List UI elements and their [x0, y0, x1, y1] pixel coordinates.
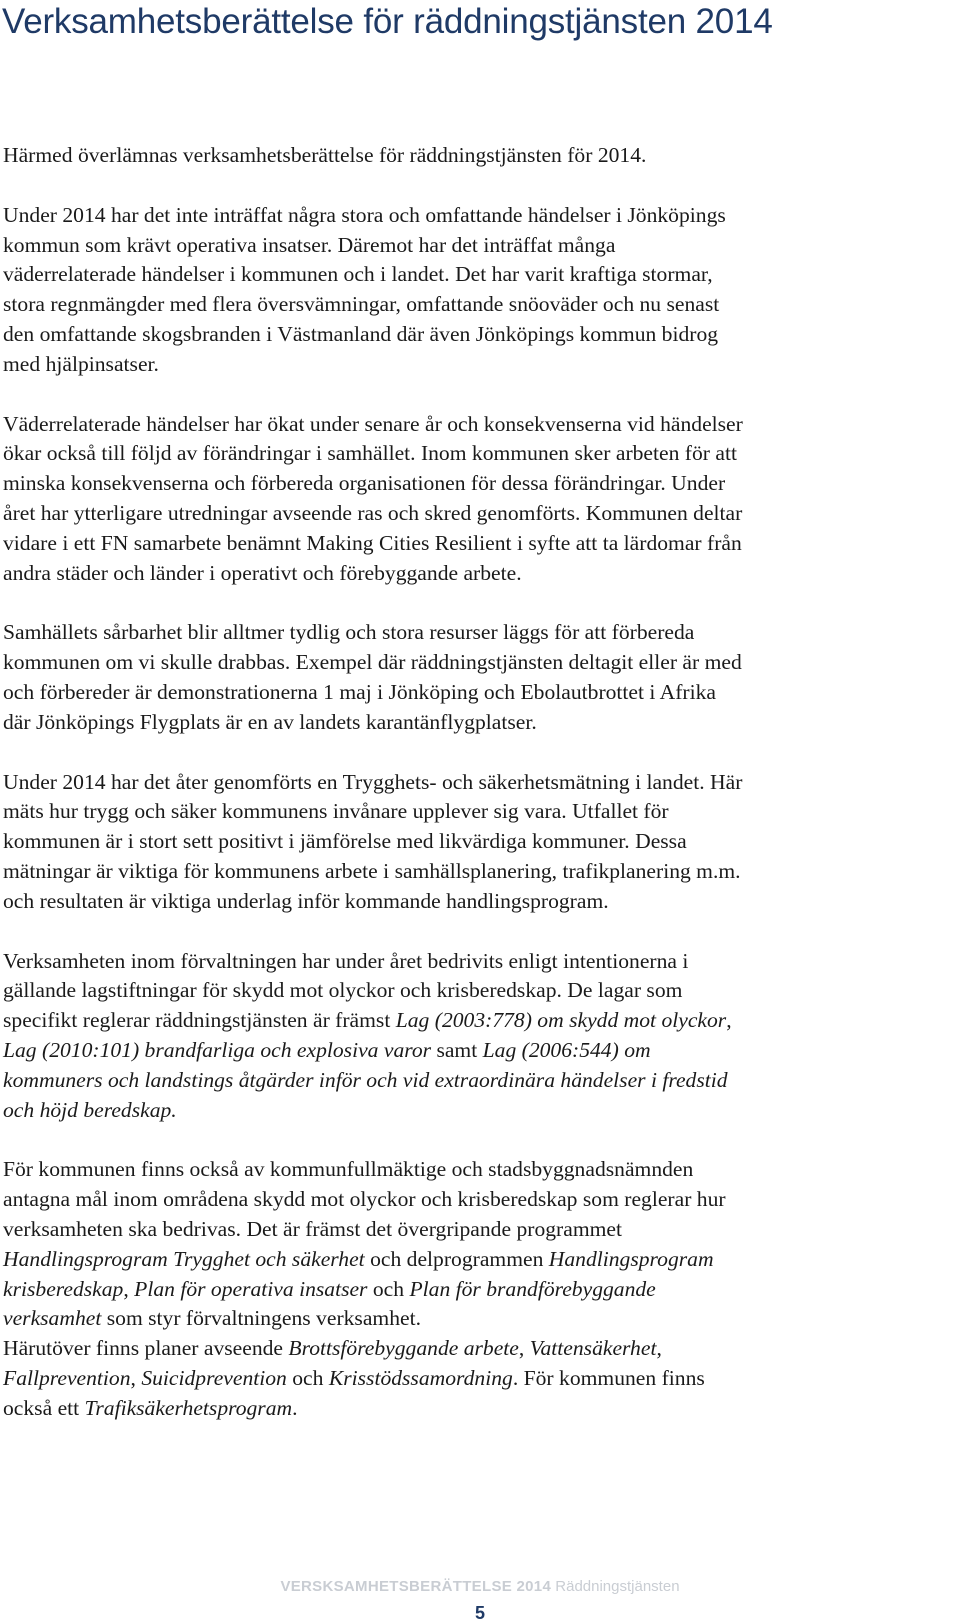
text-run: specifikt reglerar räddningstjänsten är främst [3, 1008, 396, 1033]
text-run: , [130, 1365, 142, 1390]
paragraph-line: kommun som krävt operativa insatser. Däremot har det inträffat många [3, 232, 616, 257]
paragraph-line [3, 1245, 958, 1275]
body-text [3, 141, 958, 1423]
paragraph-line: För kommunen finns också av kommunfullmäktige och stadsbyggnadsnämnden [3, 1157, 694, 1182]
text-run: , [656, 1336, 662, 1361]
paragraph-line [3, 1304, 958, 1334]
text-run: och delprogrammen [364, 1246, 549, 1271]
plan-title: Brottsförebyggande arbete [288, 1336, 519, 1361]
footer-section: Räddningstjänsten [551, 1578, 680, 1595]
text-run: , [518, 1336, 530, 1361]
law-reference: kommuners och landstings åtgärder inför och vid extraordinära händelser i fredstid [3, 1067, 728, 1092]
paragraph-line: kommunen om vi skulle drabbas. Exempel där räddningstjänsten deltagit eller är med [3, 650, 742, 675]
paragraph-line: Samhällets sårbarhet blir alltmer tydlig och stora resurser läggs för att förbereda [3, 620, 695, 645]
law-reference: och höjd beredskap. [3, 1097, 177, 1122]
text-run: , [726, 1008, 732, 1033]
running-footer [0, 1578, 960, 1595]
paragraph-intro [3, 141, 958, 171]
text-run: också ett [3, 1395, 85, 1420]
paragraph-line: kommunen är i stort sett positivt i jämförelse med likvärdiga kommuner. Dessa [3, 829, 687, 854]
paragraph-programs [3, 1155, 958, 1334]
paragraph-line: Väderrelaterade händelser har ökat under senare år och konsekvenserna vid händelser [3, 411, 743, 436]
law-reference: Lag (2003:778) om skydd mot olyckor [395, 1008, 727, 1033]
paragraph-line [3, 1096, 958, 1126]
paragraph-line: verksamheten ska bedrivas. Det är främst det övergripande programmet [3, 1216, 622, 1241]
text-run: som styr förvaltningens verksamhet. [101, 1306, 421, 1331]
paragraph-line: vidare i ett FN samarbete benämnt Making Cities Resilient i syfte att ta lärdomar från [3, 530, 742, 555]
paragraph-line: Under 2014 har det inte inträffat några stora och omfattande händelser i Jönköpings [3, 202, 726, 227]
paragraph-line: minska konsekvenserna och förbereda organisationen för dessa förändringar. Under [3, 471, 726, 496]
paragraph-line: väderrelaterade händelser i kommunen och i landet. Det har varit kraftiga stormar, [3, 262, 713, 287]
paragraph-legislation [3, 947, 958, 1126]
paragraph-plans [3, 1334, 958, 1423]
paragraph-line: den omfattande skogsbranden i Västmanland där även Jönköpings kommun bidrog [3, 321, 719, 346]
text-run: och [367, 1276, 410, 1301]
text-run: . [292, 1395, 298, 1420]
paragraph-line: ökar också till följd av förändringar i samhället. Inom kommunen sker arbeten för att [3, 441, 737, 466]
law-reference: Lag (2010:101) brandfarliga och explosiva varor [3, 1037, 432, 1062]
page-title: Verksamhetsberättelse för räddningstjänsten 2014 [2, 2, 773, 41]
paragraph-line [3, 1364, 958, 1394]
page-number: 5 [474, 1603, 485, 1623]
paragraph-line [3, 1334, 958, 1364]
text-run: Härutöver finns planer avseende [3, 1336, 289, 1361]
program-title: Plan för brandförebyggande [409, 1276, 656, 1301]
law-reference: Lag (2006:544) om [482, 1037, 651, 1062]
program-title: Handlingsprogram [548, 1246, 714, 1271]
text-run: samt [431, 1037, 483, 1062]
paragraph-line: året har ytterligare utredningar avseende ras och skred genomförts. Kommunen deltar [3, 500, 743, 525]
text-run: . För kommunen finns [512, 1365, 705, 1390]
plan-title: Vattensäkerhet [529, 1336, 657, 1361]
paragraph-line [3, 1275, 958, 1305]
paragraph-line: Under 2014 har det åter genomförts en Trygghets- och säkerhetsmätning i landet. Här [3, 769, 743, 794]
program-title: Plan för operativa insatser [134, 1276, 368, 1301]
paragraph-weather [3, 410, 958, 589]
text-run: och [286, 1365, 329, 1390]
paragraph-line [3, 1006, 958, 1036]
plan-title: Fallprevention [3, 1365, 131, 1390]
paragraph-line: med hjälpinsatser. [3, 351, 159, 376]
paragraph-line: Härmed överlämnas verksamhetsberättelse för räddningstjänsten för 2014. [3, 143, 647, 167]
plan-title: Krisstödssamordning [328, 1365, 513, 1390]
paragraph-safety-survey [3, 768, 958, 917]
paragraph-line: antagna mål inom områdena skydd mot olyckor och krisberedskap som reglerar hur [3, 1187, 726, 1212]
paragraph-line: och förbereder är demonstrationerna 1 maj i Jönköping och Ebolautbrottet i Afrika [3, 679, 716, 704]
paragraph-line: stora regnmängder med flera översvämningar, omfattande snöoväder och nu senast [3, 292, 720, 317]
paragraph-line [3, 1394, 958, 1424]
paragraph-line: Verksamheten inom förvaltningen har under året bedrivits enligt intentionerna i [3, 948, 689, 973]
paragraph-line: mäts hur trygg och säker kommunens invånare upplever sig vara. Utfallet för [3, 799, 669, 824]
paragraph-line: andra städer och länder i operativt och förebyggande arbete. [3, 560, 522, 585]
paragraph-vulnerability [3, 618, 958, 737]
plan-title: Trafiksäkerhetsprogram [84, 1395, 293, 1420]
program-title: krisberedskap [3, 1276, 124, 1301]
footer-caps: VERSKSAMHETSBERÄTTELSE 2014 [280, 1578, 552, 1595]
text-run: , [123, 1276, 135, 1301]
paragraph-line: mätningar är viktiga för kommunens arbete i samhällsplanering, trafikplanering m.m. [3, 858, 741, 883]
paragraph-line [3, 1036, 958, 1066]
paragraph-line: där Jönköpings Flygplats är en av landets karantänflygplatser. [3, 709, 537, 734]
paragraph-line [3, 1066, 958, 1096]
paragraph-line: och resultaten är viktiga underlag inför kommande handlingsprogram. [3, 888, 609, 913]
paragraph-events [3, 201, 958, 380]
plan-title: Suicidprevention [141, 1365, 287, 1390]
paragraph-line: gällande lagstiftningar för skydd mot olyckor och krisberedskap. De lagar som [3, 978, 683, 1003]
program-title: Handlingsprogram Trygghet och säkerhet [3, 1246, 365, 1271]
program-title: verksamhet [3, 1306, 102, 1331]
